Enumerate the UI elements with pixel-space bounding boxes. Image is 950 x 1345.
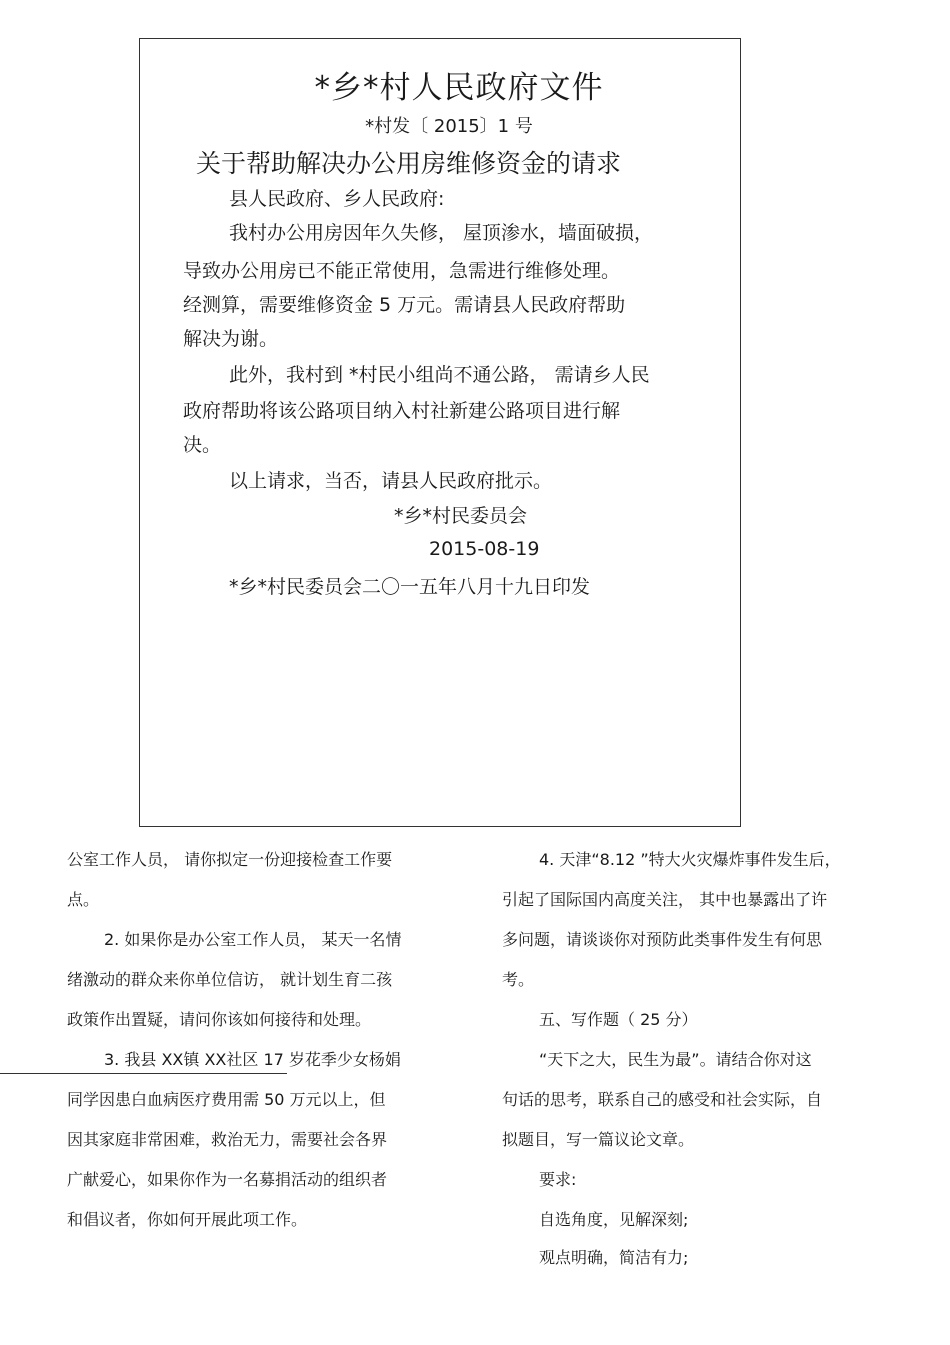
requirement-item: 自选角度，见解深刻;: [539, 1210, 689, 1229]
left-column-line: 和倡议者，你如何开展此项工作。: [67, 1210, 308, 1229]
left-column-line: 3. 我县 XX镇 XX社区 17 岁花季少女杨娟: [104, 1050, 401, 1069]
document-date: 2015-08-19: [429, 538, 540, 560]
paragraph-line: 政府帮助将该公路项目纳入村社新建公路项目进行解: [183, 400, 621, 422]
signature: *乡*村民委员会: [394, 505, 528, 527]
paragraph-line: 经测算，需要维修资金 5 万元。需请县人民政府帮助: [183, 294, 626, 316]
addressee: 县人民政府、乡人民政府:: [229, 188, 445, 210]
right-column-line: 引起了国际国内高度关注， 其中也暴露出了许: [502, 890, 828, 909]
left-column-line: 公室工作人员， 请你拟定一份迎接检查工作要: [67, 850, 393, 869]
left-column-line: 同学因患白血病医疗费用需 50 万元以上，但: [67, 1090, 386, 1109]
paragraph-line: 解决为谢。: [183, 328, 279, 350]
left-column-line: 广献爱心，如果你作为一名募捐活动的组织者: [67, 1170, 388, 1189]
right-column-line: 拟题目，写一篇议论文章。: [502, 1130, 695, 1149]
right-column-line: 4. 天津“8.12 ”特大火灾爆炸事件发生后，: [539, 850, 841, 869]
document-title: *乡*村人民政府文件: [314, 70, 604, 106]
paragraph-line: 此外，我村到 *村民小组尚不通公路， 需请乡人民: [229, 364, 650, 386]
closing-line: 以上请求，当否，请县人民政府批示。: [229, 470, 553, 492]
left-column-line: 绪激动的群众来你单位信访， 就计划生育二孩: [67, 970, 393, 989]
section-heading: 五、写作题（ 25 分）: [539, 1010, 698, 1029]
paragraph-line: 决。: [183, 434, 222, 456]
right-column-line: “天下之大，民生为最”。请结合你对这: [539, 1050, 812, 1069]
right-column-line: 多问题，请谈谈你对预防此类事件发生有何思: [502, 930, 823, 949]
horizontal-rule: [0, 1073, 287, 1074]
requirements-label: 要求:: [539, 1170, 577, 1189]
left-column-line: 2. 如果你是办公室工作人员， 某天一名情: [104, 930, 402, 949]
right-column-line: 考。: [502, 970, 535, 989]
issued-by-line: *乡*村民委员会二〇一五年八月十九日印发: [229, 576, 591, 598]
left-column-line: 政策作出置疑，请问你该如何接待和处理。: [67, 1010, 372, 1029]
left-column-line: 点。: [67, 890, 100, 909]
requirement-item: 观点明确，简洁有力;: [539, 1248, 689, 1267]
document-number: *村发〔 2015〕1 号: [365, 116, 533, 137]
left-column-line: 因其家庭非常困难，救治无力，需要社会各界: [67, 1130, 388, 1149]
paragraph-line: 导致办公用房已不能正常使用，急需进行维修处理。: [183, 260, 621, 282]
right-column-line: 句话的思考，联系自己的感受和社会实际，自: [502, 1090, 823, 1109]
document-subject: 关于帮助解决办公用房维修资金的请求: [196, 149, 622, 178]
paragraph-line: 我村办公用房因年久失修， 屋顶渗水，墙面破损，: [229, 222, 654, 244]
